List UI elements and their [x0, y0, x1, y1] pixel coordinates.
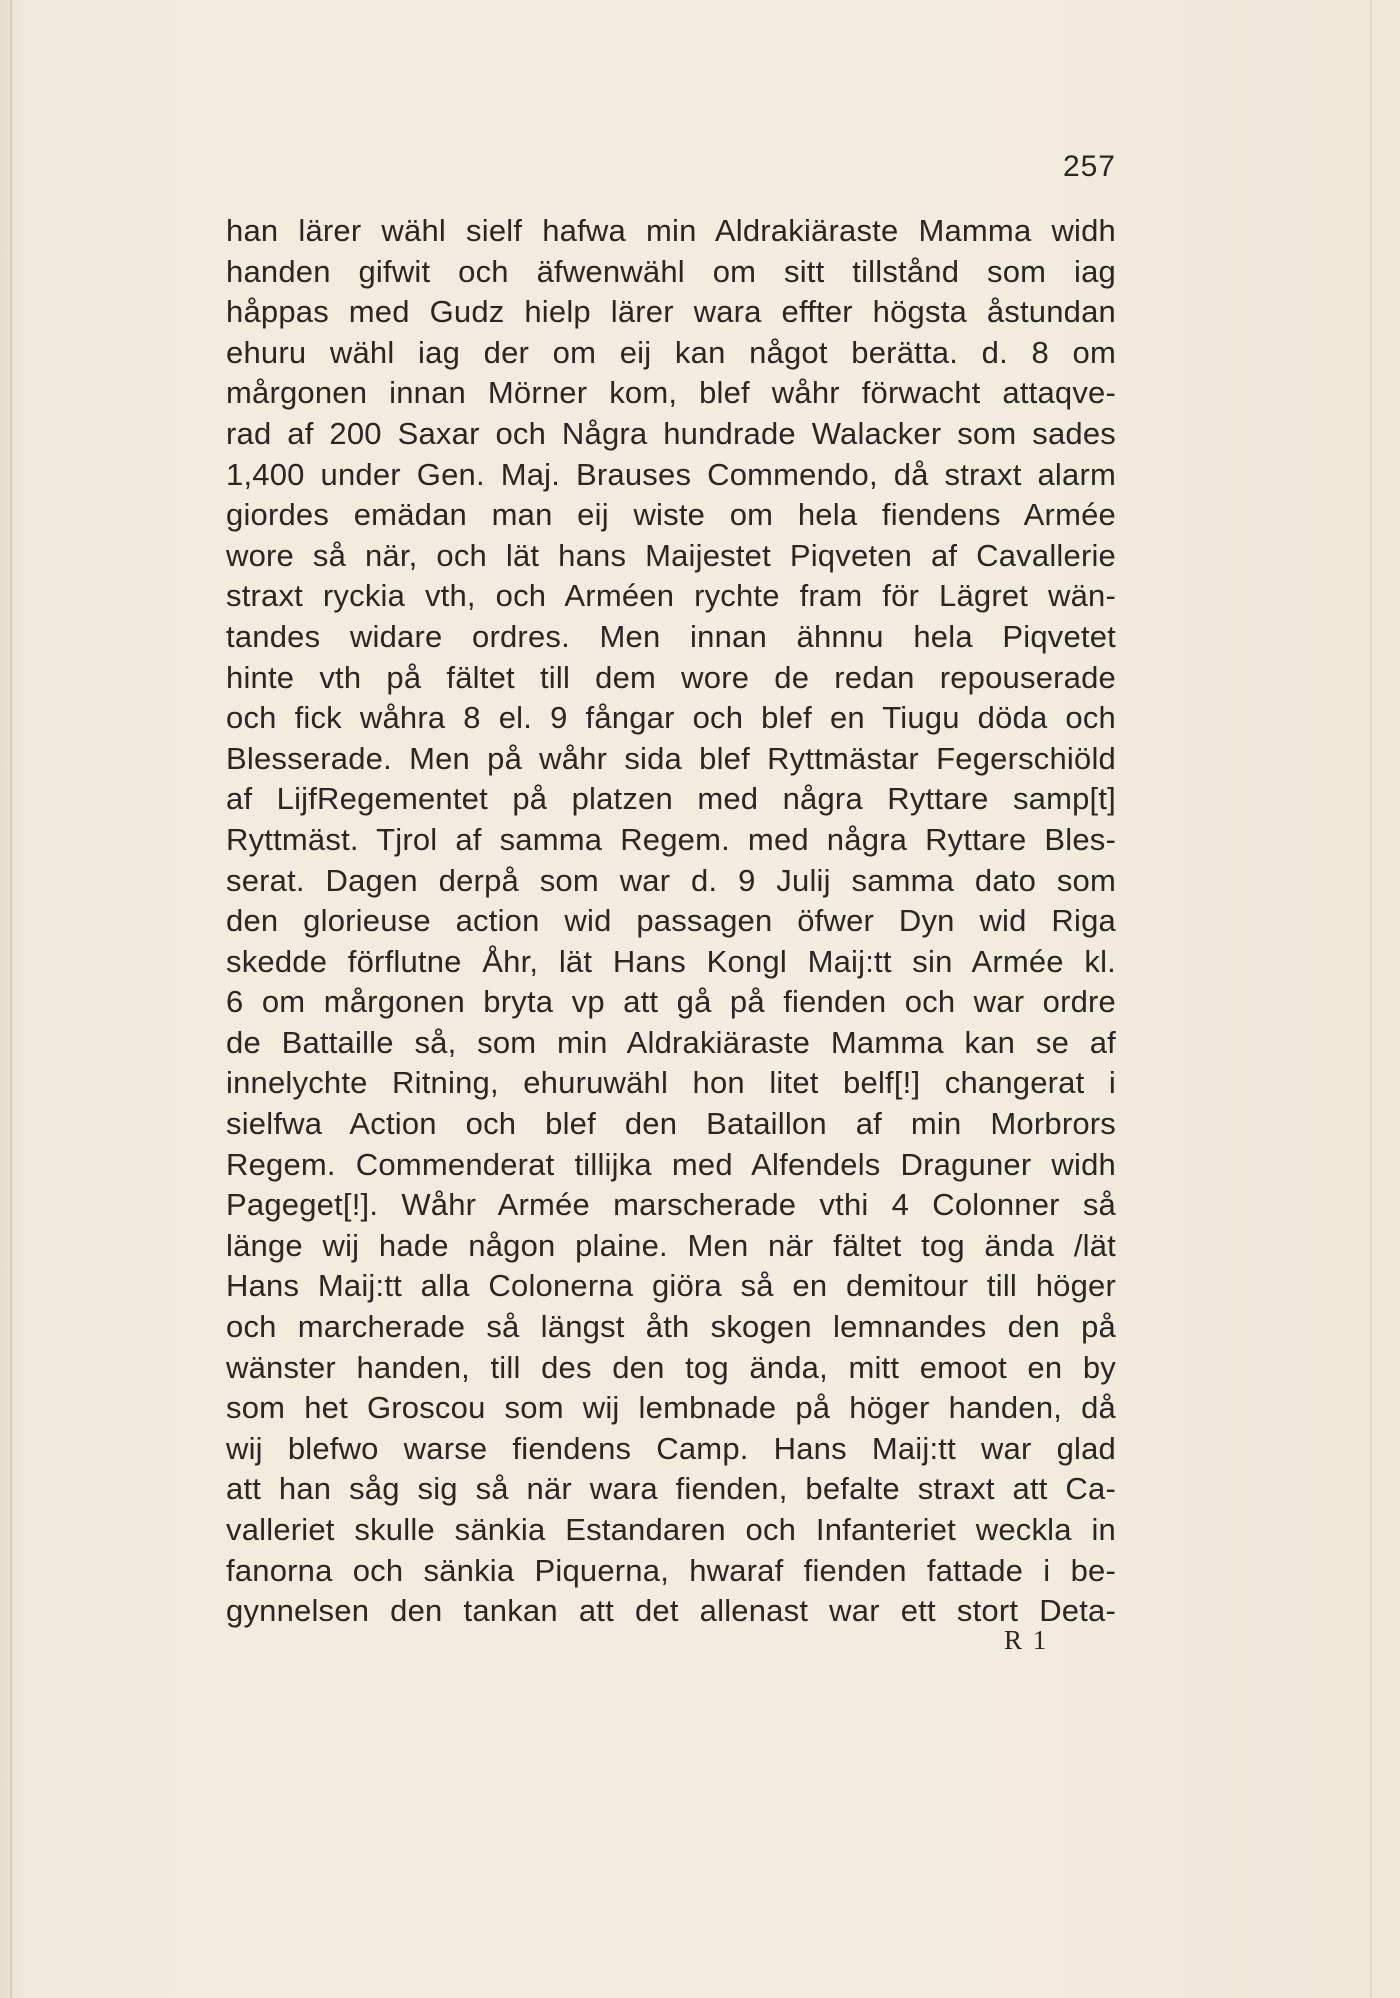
- text-line: håppas med Gudz hielp lärer wara effter högsta åstundan: [226, 294, 1116, 330]
- text-line: de Battaille så, som min Aldrakiäraste Mamma kan se af: [226, 1024, 1116, 1060]
- text-line: rad af 200 Saxar och Några hundrade Walacker som sades: [226, 415, 1116, 451]
- page-outer-edge: [1370, 0, 1372, 1998]
- text-line: Pageget[!]. Wåhr Armée marscherade vthi 4 Colonner så: [226, 1187, 1116, 1223]
- text-line: som het Groscou som wij lembnade på höger handen, då: [226, 1390, 1116, 1426]
- text-line: fanorna och sänkia Piquerna, hwaraf fienden fattade i be-: [226, 1552, 1116, 1588]
- text-line: innelychte Ritning, ehuruwähl hon litet belf[!] changerat i: [226, 1065, 1116, 1101]
- text-line: serat. Dagen derpå som war d. 9 Julij samma dato som: [226, 862, 1116, 898]
- text-line: valleriet skulle sänkia Estandaren och Infanteriet weckla in: [226, 1512, 1116, 1547]
- text-line: handen gifwit och äfwenwähl om sitt tillstånd som iag: [226, 253, 1116, 289]
- text-line: wänster handen, till des den tog ända, mitt emoot en by: [226, 1349, 1116, 1385]
- text-line: straxt ryckia vth, och Arméen rychte fram för Lägret wän-: [226, 578, 1116, 614]
- text-line: och fick wåhra 8 el. 9 fångar och blef en Tiugu döda och: [226, 700, 1116, 736]
- text-line: Blesserade. Men på wåhr sida blef Ryttmästar Fegerschiöld: [226, 740, 1116, 776]
- text-line: hinte vth på fältet till dem wore de redan repouserade: [226, 659, 1116, 695]
- page-number: 257: [1062, 150, 1116, 183]
- page-binding-edge: [10, 0, 12, 1998]
- text-line: han lärer wähl sielf hafwa min Aldrakiäraste Mamma widh: [226, 213, 1116, 248]
- text-line: ehuru wähl iag der om eij kan något berätta. d. 8 om: [226, 334, 1116, 370]
- text-line: och marcherade så längst åth skogen lemnandes den på: [226, 1309, 1116, 1345]
- printer-signature-mark: R 1: [1004, 1625, 1049, 1655]
- text-line: wore så när, och lät hans Maijestet Piqveten af Cavallerie: [226, 537, 1116, 573]
- text-line: länge wij hade någon plaine. Men när fältet tog ända /lät: [226, 1227, 1116, 1263]
- text-line: wij blefwo warse fiendens Camp. Hans Maij:tt war glad: [226, 1430, 1116, 1466]
- text-line: mårgonen innan Mörner kom, blef wåhr förwacht attaqve-: [226, 375, 1116, 411]
- text-line: Ryttmäst. Tjrol af samma Regem. med några Ryttare Bles-: [226, 821, 1116, 857]
- text-line: Regem. Commenderat tillijka med Alfendels Draguner widh: [226, 1146, 1116, 1182]
- text-line: Hans Maij:tt alla Colonerna giöra så en demitour till höger: [226, 1268, 1116, 1304]
- text-line: skedde förflutne Åhr, lät Hans Kongl Maij:tt sin Armée kl.: [226, 943, 1116, 979]
- text-line: att han såg sig så när wara fienden, befalte straxt att Ca-: [226, 1471, 1116, 1507]
- text-line: af LijfRegementet på platzen med några Ryttare samp[t]: [226, 781, 1116, 817]
- body-text: [226, 211, 1116, 1632]
- text-line: tandes widare ordres. Men innan ähnnu hela Piqvetet: [226, 618, 1116, 654]
- text-line: 6 om mårgonen bryta vp att gå på fienden och war ordre: [226, 984, 1116, 1020]
- text-line: giordes emädan man eij wiste om hela fiendens Armée: [226, 497, 1116, 533]
- text-line: den glorieuse action wid passagen öfwer Dyn wid Riga: [226, 903, 1116, 939]
- text-line: sielfwa Action och blef den Bataillon af min Morbrors: [226, 1106, 1116, 1142]
- text-line: gynnelsen den tankan att det allenast war ett stort Deta-: [226, 1593, 1116, 1629]
- text-line: 1,400 under Gen. Maj. Brauses Commendo, då straxt alarm: [226, 456, 1116, 492]
